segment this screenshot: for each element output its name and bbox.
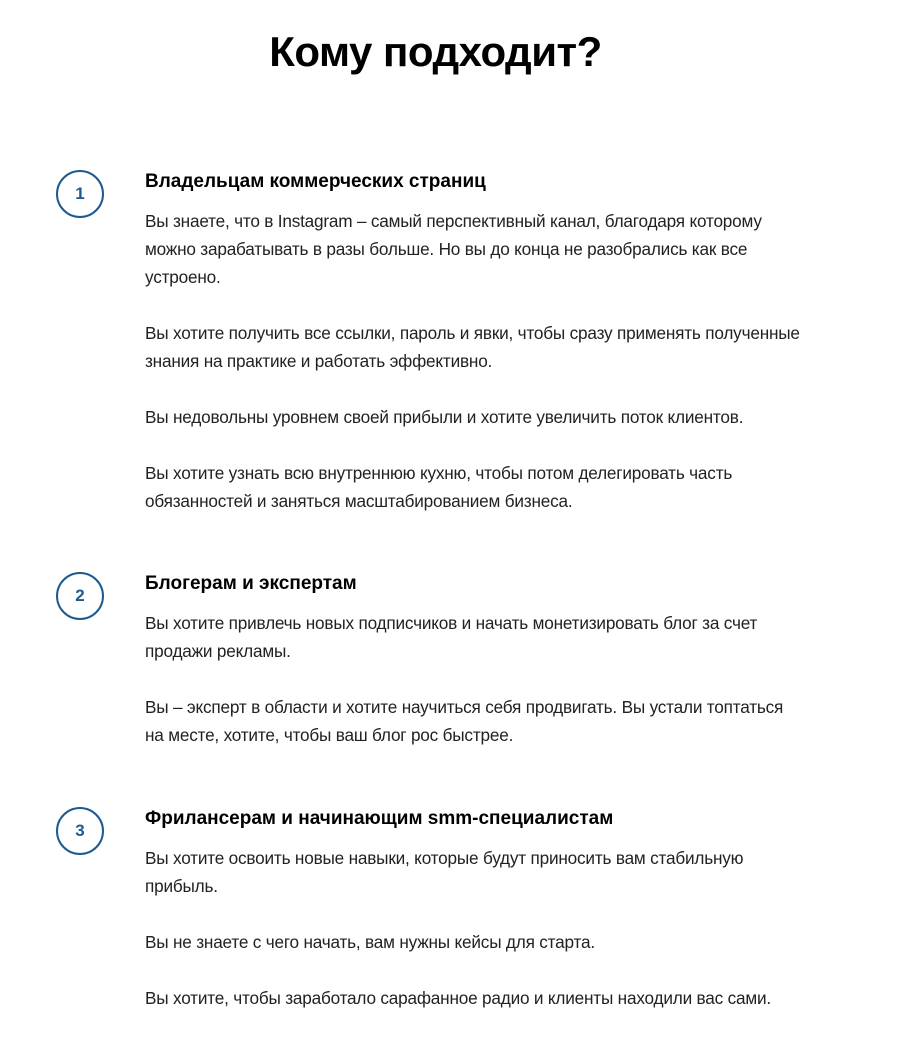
- section-paragraph: Вы недовольны уровнем своей прибыли и хотите увеличить поток клиентов.: [145, 407, 744, 427]
- section-paragraph: Вы знаете, что в Instagram – самый перспективный канал, благодаря которому можно зарабатывать в разы больше. Но вы до конца не разобрались как все устроено.: [145, 211, 762, 287]
- section-title: Фрилансерам и начинающим smm-специалистам: [145, 808, 614, 829]
- number-badge-1: 1: [56, 170, 104, 218]
- page-title: Кому подходит?: [269, 28, 602, 75]
- section-content: [145, 170, 805, 515]
- section-content: [145, 572, 805, 749]
- section-content: [145, 807, 805, 1012]
- section-paragraph: Вы хотите узнать всю внутреннюю кухню, чтобы потом делегировать часть обязанностей и заняться масштабированием бизнеса.: [145, 463, 733, 511]
- section-paragraph: Вы хотите освоить новые навыки, которые будут приносить вам стабильную прибыль.: [145, 848, 744, 896]
- section-title: Владельцам коммерческих страниц: [145, 171, 486, 192]
- section-paragraph: Вы – эксперт в области и хотите научиться себя продвигать. Вы устали топтаться на месте, хотите, чтобы ваш блог рос быстрее.: [145, 697, 784, 745]
- number-badge-2: 2: [56, 572, 104, 620]
- number-badge-3: 3: [56, 807, 104, 855]
- section-title: Блогерам и экспертам: [145, 573, 357, 594]
- section-paragraph: Вы хотите привлечь новых подписчиков и начать монетизировать блог за счет продажи рекламы.: [145, 613, 758, 661]
- section-paragraph: Вы хотите, чтобы заработало сарафанное радио и клиенты находили вас сами.: [145, 988, 771, 1008]
- section-paragraph: Вы не знаете с чего начать, вам нужны кейсы для старта.: [145, 932, 595, 952]
- section-paragraph: Вы хотите получить все ссылки, пароль и явки, чтобы сразу применять полученные знания на практике и работать эффективно.: [145, 323, 800, 371]
